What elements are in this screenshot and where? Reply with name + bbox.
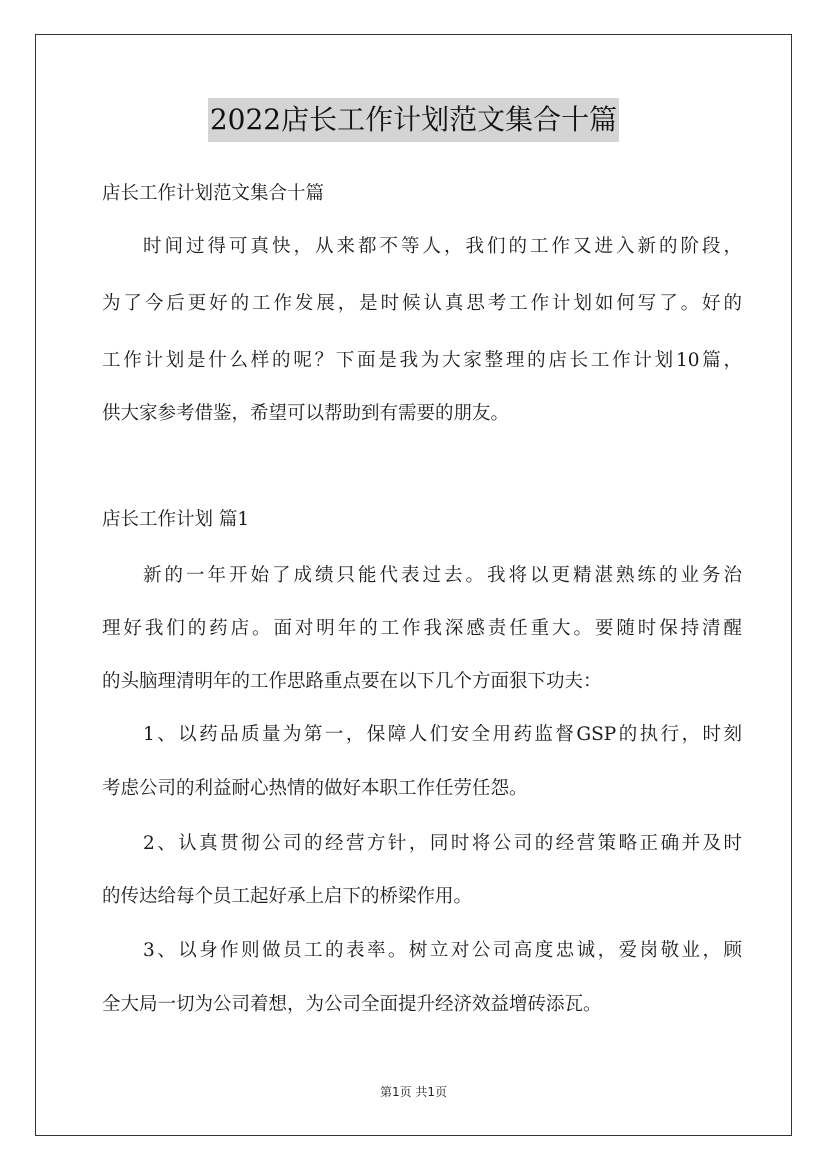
- intro-line-2: 为了今后更好的工作发展，是时候认真思考工作计划如何写了。好的: [102, 293, 742, 314]
- body-line-8: 3、以身作则做员工的表率。树立对公司高度忠诚，爱岗敬业，顾: [143, 940, 742, 961]
- document-subtitle: 店长工作计划范文集合十篇: [102, 183, 325, 204]
- intro-line-4: 供大家参考借鉴，希望可以帮助到有需要的朋友。: [102, 403, 510, 424]
- section-heading: 店长工作计划 篇1: [102, 509, 250, 530]
- body-line-3: 的头脑理清明年的工作思路重点要在以下几个方面狠下功夫：: [102, 671, 602, 692]
- body-line-9: 全大局一切为公司着想，为公司全面提升经济效益增砖添瓦。: [102, 994, 602, 1015]
- document-title: 2022店长工作计划范文集合十篇: [208, 98, 619, 142]
- body-line-4: 1、以药品质量为第一，保障人们安全用药监督GSP的执行，时刻: [143, 724, 742, 745]
- page-footer: 第1页 共1页: [379, 1085, 448, 1099]
- intro-line-3: 工作计划是什么样的呢？下面是我为大家整理的店长工作计划10篇，: [102, 350, 742, 371]
- body-line-7: 的传达给每个员工起好承上启下的桥梁作用。: [102, 886, 473, 907]
- body-line-2: 理好我们的药店。面对明年的工作我深感责任重大。要随时保持清醒: [102, 618, 742, 639]
- title-container: [0, 98, 827, 142]
- body-line-5: 考虑公司的利益耐心热情的做好本职工作任劳任怨。: [102, 778, 528, 799]
- body-line-6: 2、认真贯彻公司的经营方针，同时将公司的经营策略正确并及时: [143, 833, 742, 854]
- intro-line-1: 时间过得可真快，从来都不等人，我们的工作又进入新的阶段，: [143, 236, 742, 257]
- body-line-1: 新的一年开始了成绩只能代表过去。我将以更精湛熟练的业务治: [143, 565, 742, 586]
